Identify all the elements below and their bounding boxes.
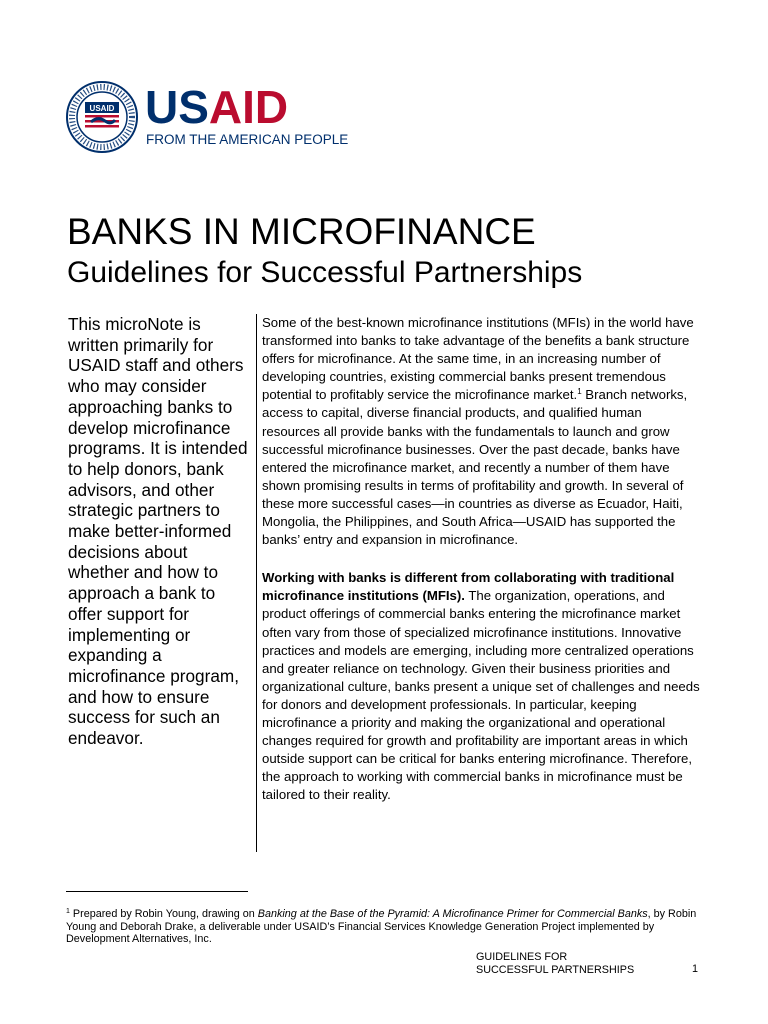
running-footer [476,951,708,976]
usaid-logo [65,80,349,155]
paragraph-working-with-banks [262,569,702,804]
column-divider [256,314,257,852]
footnote [66,908,716,946]
running-footer-line2: SUCCESSFUL PARTNERSHIPS [476,963,635,976]
main-body [262,314,702,804]
page-number: 1 [692,963,699,975]
document-title: BANKS IN MICROFINANCE [67,211,536,252]
running-footer-line1: GUIDELINES FOR [476,951,568,963]
footnote-marker: 1 [66,908,70,915]
footnote-rest: , by Robin Young and Deborah Drake, a deliverable under USAID’s Financial Services Knowledge Generation Project implemented by Development Alternatives, Inc. [66,908,697,945]
paragraph-lead-bold: Working with banks is different from collaborating with traditional microfinance institutions (MFIs). [262,570,675,604]
document-subtitle: Guidelines for Successful Partnerships [67,256,583,289]
sidebar-summary: This microNote is written primarily for USAID staff and others who may consider approaching banks to develop microfinance programs. It is intended to help donors, bank advisors, and other strategic partners to make better-informed decisions about whether and how to approach a bank to offer support for implementing or expanding a microfinance program, and how to ensure success for such an endeavor. [68,314,248,749]
footnote-lead: Prepared by Robin Young, drawing on [69,908,258,920]
usaid-wordmark [145,81,289,133]
seal-inner-text: USAID [89,104,115,113]
footnote-reference[interactable]: 1 [577,387,582,397]
footnote-separator [66,891,248,892]
wordmark-us: US [145,81,209,133]
wordmark-aid: AID [208,81,289,133]
usaid-seal-icon [65,80,139,154]
paragraph-intro-text-a: Some of the best-known microfinance institutions (MFIs) in the world have transformed into banks to take advantage of the benefits a bank structure offers for microfinance. At the same time, in an increasing number of developing countries, existing commercial banks present tremendous potential to profitably service the microfinance market. [262,315,694,403]
paragraph-intro-text-b: Branch networks, access to capital, diverse financial products, and qualified human resources all provide banks with the fundamentals to launch and grow successful microfinance businesses. Over the past decade, banks have entered the microfinance market, and recently a number of them have shown promising results in terms of profitability and growth. In several of these more successful cases—in countries as diverse as Ecuador, Haiti, Mongolia, the Philippines, and South Africa—USAID has supported the banks’ entry and expansion in microfinance. [262,387,688,548]
footnote-book-title: Banking at the Base of the Pyramid: A Microfinance Primer for Commercial Banks [257,908,648,920]
logo-tagline: FROM THE AMERICAN PEOPLE [146,132,349,147]
paragraph-working-text: The organization, operations, and product offerings of commercial banks entering the microfinance market often vary from those of specialized microfinance institutions. Innovative practices and models are emerging, including more centralized operations and greater reliance on technology. Given their business priorities and organizational culture, banks present a unique set of challenges and needs for donors and development professionals. In particular, keeping microfinance a priority and making the organizational and operational changes required for growth and profitability are important areas in which outside support can be critical for banks entering microfinance. Therefore, the approach to working with commercial banks in microfinance must be tailored to their reality. [262,588,700,803]
paragraph-intro [262,314,702,549]
